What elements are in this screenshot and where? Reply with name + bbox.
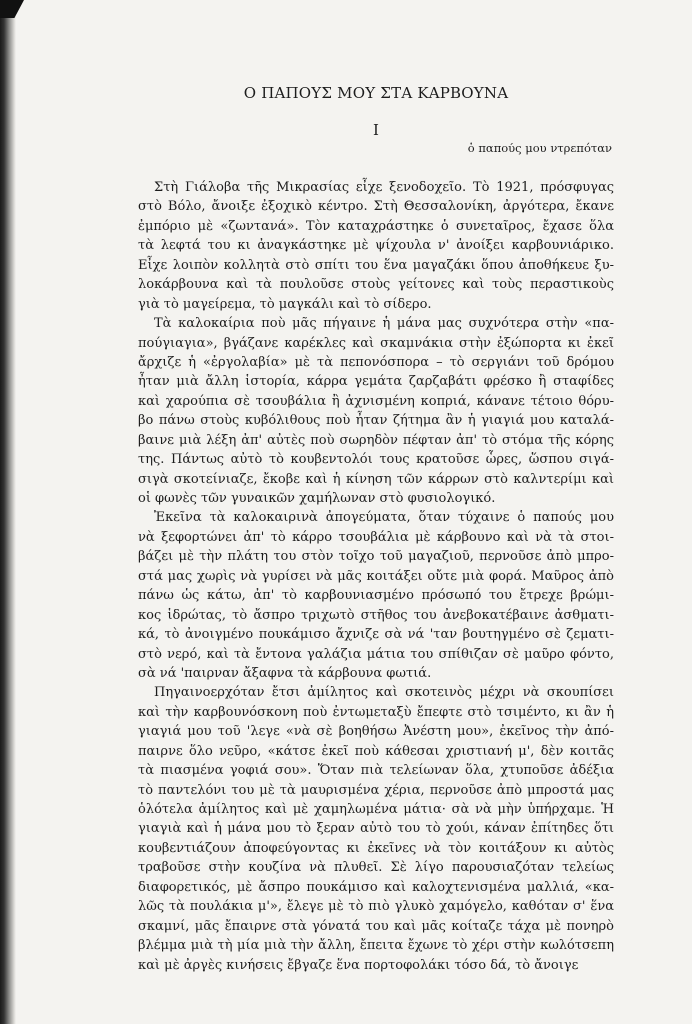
- text-line: βο πάνω στοὺς κυβόλιθους ποὺ ἦταν ζήτημα ἂν ἡ γιαγιά μου καταλά-: [138, 413, 614, 429]
- text-line: καὶ τὴν καρβουνόσκονη ποὺ ἐντωμεταξὺ ἔπεφτε στὸ τσιμέντο, κι ἂν ἡ: [138, 704, 614, 720]
- text-line: βλέμμα μιὰ τὴ μία μιὰ τὴν ἄλλη, ἔπειτα ἔχωνε τὸ χέρι στὴν κωλότσεπη: [138, 938, 614, 954]
- text-line: κος ἱδρώτας, τὸ ἄσπρο τριχωτὸ στῆθος του ἀνεβοκατέβαινε ἀσθματι-: [138, 607, 614, 623]
- text-line: βάζει μὲ τὴν πλάτη του στὸν τοῖχο τοῦ μαγαζιοῦ, περνοῦσε ἀπὸ μπρο-: [138, 549, 614, 565]
- text-line: καὶ μὲ ἀργὲς κινήσεις ἔβγαζε ἕνα πορτοφολάκι τόσο δά, τὸ ἄνοιγε: [138, 957, 579, 973]
- text-line: διαφορετικός, μὲ ἄσπρο πουκάμισο καὶ καλοχτενισμένα μαλλιά, «κα-: [138, 879, 614, 895]
- text-line: πούγιαγια», βγάζανε καρέκλες καὶ σκαμνάκια στὴν ἐξώπορτα κι ἐκεῖ: [138, 335, 614, 351]
- text-line: βαινε μιὰ λέξη ἀπ' αὐτὲς ποὺ σωρηδὸν πέφταν ἀπ' τὸ στόμα τῆς κόρης: [138, 432, 614, 448]
- text-line: ἐμπόριο μὲ «ζωντανά». Τὸν καταχράστηκε ὁ συνεταῖρος, ἔχασε ὅλα: [138, 218, 614, 234]
- text-line: ἄρχιζε ἡ «ἐργολαβία» μὲ τὰ πεπονόσπορα – τὸ σεργιάνι τοῦ δρόμου: [138, 354, 614, 370]
- paragraph: [138, 178, 614, 314]
- text-line: σκαμνί, μᾶς ἔπαιρνε στὰ γόνατά του καὶ μᾶς κοίταζε τάχα μὲ πονηρὸ: [138, 918, 614, 934]
- text-line: κά, τὸ ἀνοιγμένο πουκάμισο ἄχνιζε σὰ νά 'ταν βουτηγμένο σὲ ζεματι-: [138, 627, 614, 643]
- text-line: παιρνε ὅλο νεῦρο, «κάτσε ἐκεῖ ποὺ κάθεσαι χριστιανή μ', δὲν κοιτᾶς: [138, 743, 614, 759]
- paragraph: [138, 314, 614, 508]
- text-line: καὶ χαρούπια σὲ τσουβάλια ἢ ἀχνισμένη κοπριά, κάνανε τέτοιο θόρυ-: [138, 393, 614, 409]
- book-spine-shadow: [0, 0, 16, 1024]
- text-line: στὸ νερό, καὶ τὰ ἔντονα γαλάζια μάτια του σπίθιζαν σὲ μαῦρο φόντο,: [138, 646, 614, 662]
- paragraph: [138, 508, 614, 683]
- text-line: γιαγιά μου τοῦ 'λεγε «νὰ σὲ βοηθήσω Ἀνέστη μου», ἐκεῖνος τὴν ἀπό-: [138, 724, 614, 740]
- text-line: τὸ παντελόνι του μὲ τὰ μαυρισμένα χέρια, περνοῦσε ἀπὸ μπροστά μας: [138, 782, 614, 798]
- text-line: νὰ ξεφορτώνει ἀπ' τὸ κάρρο τσουβάλια μὲ κάρβουνο καὶ νὰ τὰ στοι-: [138, 529, 614, 545]
- text-line: ἦταν μιὰ ἄλλη ἱστορία, κάρρα γεμάτα ζαρζαβάτι φρέσκο ἢ σταφίδες: [138, 374, 614, 390]
- text-line: τὰ πιασμένα γοφιά σου». Ὅταν πιὰ τελείωναν ὅλα, χτυποῦσε ἀδέξια: [138, 763, 614, 779]
- text-line: σιγὰ σκοτείνιαζε, ἔκοβε καὶ ἡ κίνηση τῶν κάρρων στὸ καλντερίμι καὶ: [138, 471, 614, 487]
- text-line: Ἐκεῖνα τὰ καλοκαιρινὰ ἀπογεύματα, ὅταν τύχαινε ὁ παπούς μου: [154, 510, 614, 526]
- text-line: σὰ νά 'παιρναν ἄξαφνα τὰ κάρβουνα φωτιά.: [138, 665, 432, 681]
- epigraph: ὁ παπούς μου ντρεπόταν: [467, 141, 612, 155]
- text-line: γιὰ τὸ μαγείρεμα, τὸ μαγκάλι καὶ τὸ σίδερο.: [138, 296, 432, 312]
- text-line: της. Πάντως αὐτὸ τὸ κουβεντολόι τους κρατοῦσε ὧρες, ὥσπου σιγά-: [138, 452, 614, 468]
- text-line: Πηγαινοερχόταν ἔτσι ἀμίλητος καὶ σκοτεινὸς μέχρι νὰ σκουπίσει: [154, 685, 614, 701]
- text-line: στὸ Βόλο, ἄνοιξε ἐξοχικὸ κέντρο. Στὴ Θεσσαλονίκη, ἀργότερα, ἔκανε: [138, 199, 614, 215]
- text-line: κουβεντιάζουν ἀποφεύγοντας κι ἐκεῖνες νὰ τὸν κοιτάξουν κι αὐτὸς: [138, 840, 614, 856]
- text-line: ὁλότελα ἀμίλητος καὶ μὲ χαμηλωμένα μάτια· σὰ νὰ μὴν ὑπήρχαμε. Ἡ: [138, 802, 614, 817]
- body-text: [138, 178, 614, 975]
- text-line: στά μας χωρὶς νὰ γυρίσει νὰ μᾶς κοιτάξει οὔτε μιὰ φορά. Μαῦρος ἀπὸ: [138, 568, 614, 584]
- text-line: Εἶχε λοιπὸν κολλητὰ στὸ σπίτι του ἕνα μαγαζάκι ὅπου ἀποθήκευε ξυ-: [138, 257, 614, 273]
- text-line: οἱ φωνὲς τῶν γυναικῶν χαμήλωναν στὸ φυσιολογικό.: [138, 491, 496, 506]
- text-line: λοκάρβουνα καὶ τὰ πουλοῦσε στοὺς γείτονες καὶ τοὺς περαστικοὺς: [138, 277, 614, 293]
- text-line: λῶς τὰ πουλάκια μ'», ἔλεγε μὲ τὸ πιὸ γλυκὸ χαμόγελο, καθόταν σ' ἕνα: [138, 899, 614, 915]
- text-line: Στὴ Γιάλοβα τῆς Μικρασίας εἶχε ξενοδοχεῖο. Τὸ 1921, πρόσφυγας: [154, 180, 614, 195]
- section-numeral: I: [373, 121, 379, 139]
- text-line: τὰ λεφτά του κι ἀναγκάστηκε μὲ ψίχουλα ν' ἀνοίξει καρβουνιάρικο.: [138, 238, 614, 254]
- paragraph: [138, 683, 614, 975]
- text-line: τραβοῦσε στὴν κουζίνα νὰ πλυθεῖ. Σὲ λίγο παρουσιαζόταν τελείως: [138, 860, 614, 876]
- binding-corner: [0, 0, 24, 18]
- text-line: πάνω ὡς κάτω, ἀπ' τὸ καρβουνιασμένο πρόσωπό του ἔτρεχε βρώμι-: [138, 588, 614, 604]
- text-line: γιαγιὰ καὶ ἡ μάνα μου τὸ ξεραν αὐτὸ του τὸ χούι, κάναν ἐπίτηδες ὅτι: [138, 821, 614, 837]
- chapter-title: Ο ΠΑΠΟΥΣ ΜΟΥ ΣΤΑ ΚΑΡΒΟΥΝΑ: [243, 84, 509, 102]
- text-line: Τὰ καλοκαίρια ποὺ μᾶς πήγαινε ἡ μάνα μας συχνότερα στὴν «πα-: [154, 316, 614, 332]
